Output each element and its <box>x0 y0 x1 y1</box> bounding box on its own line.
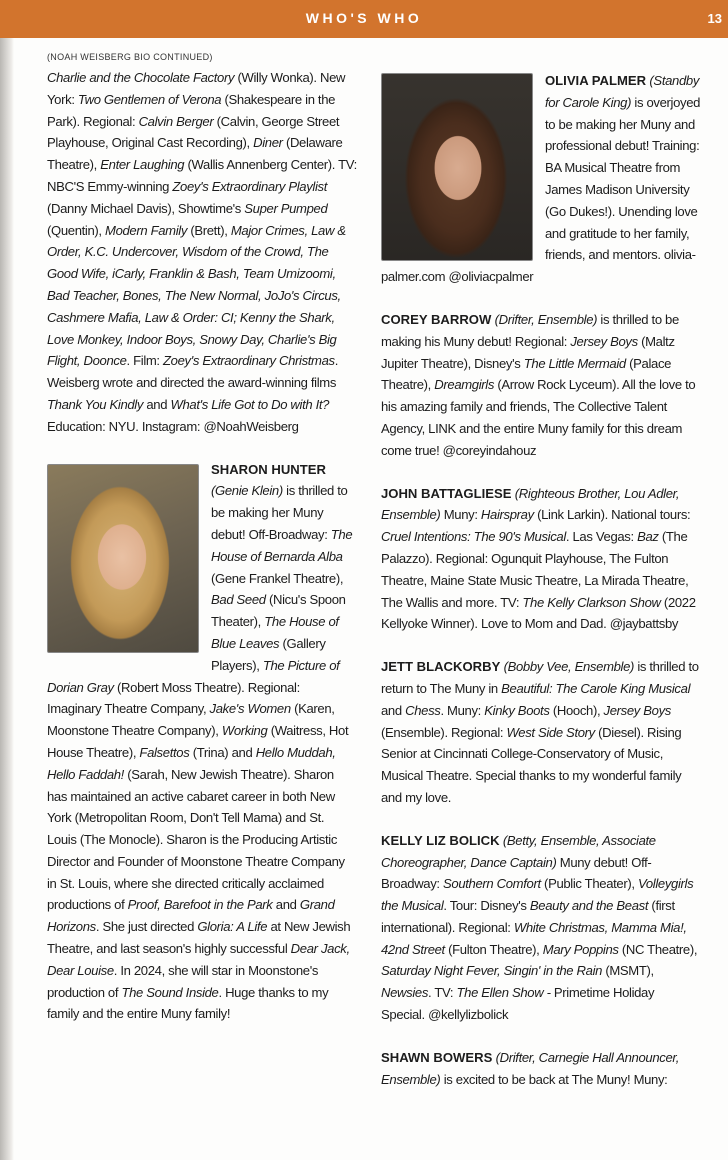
italic-title-text: The Ellen Show - <box>456 985 554 1001</box>
bio-text: (Karen, Moonstone Theatre Company), <box>47 701 335 739</box>
right-column <box>381 70 701 1090</box>
bio-text: (Willy Wonka). New York: <box>47 70 346 107</box>
bio-text: (Maltz Jupiter Theatre), Disney's <box>381 333 675 371</box>
italic-title-text: Volleygirls the Musical <box>381 876 694 914</box>
italic-title-text: Baz <box>637 529 659 545</box>
italic-title-text: Grand Horizons <box>47 897 335 935</box>
italic-title-text: Dear Jack, Dear Louise <box>47 941 350 978</box>
bio-text: . Muny: <box>440 702 485 718</box>
italic-title-text: (Drifter, Ensemble) <box>494 311 598 327</box>
italic-title-text: Charlie and the Chocolate Factory <box>47 70 235 85</box>
section-title: WHO'S WHO <box>305 10 423 26</box>
bio-shawn-bowers <box>381 1047 701 1091</box>
italic-title-text: The Sound Inside <box>121 984 219 1000</box>
italic-title-text: Major Crimes, Law & Order, K.C. Undercover, Wisdom of the Crowd, The Good Wife, iCarly, Franklin & Bash, Team Umizoomi, Bad Teacher, Bones, The New Normal, JoJo's Circus, Cashmere Mafia, Law & Order: CI; Kenny the Shark, Love Monkey, Indoor Boys, Snowy Day, Charlie's Big Flight, Doonce <box>47 222 346 369</box>
italic-title-text: Jersey Boys <box>603 702 671 718</box>
bio-text: (Brett), <box>187 222 231 238</box>
bio-text: and <box>381 702 406 718</box>
italic-title-text: Chess <box>405 702 441 718</box>
italic-title-text: Beauty and the Beast <box>529 898 649 914</box>
italic-title-text: Jersey Boys <box>570 333 638 349</box>
bio-text: (Gallery Players), <box>211 635 326 673</box>
italic-title-text: Newsies <box>381 985 429 1001</box>
italic-title-text: The House of Bernarda Alba <box>211 526 353 564</box>
bio-text: (Link Larkin). National tours: <box>533 507 691 523</box>
bio-text: (Arrow Rock Lyceum). All the love to his amazing family and friends, The Collective Talent Agency, LINK and the entire Muny family for this dream come true! @coreyindahouz <box>381 377 696 458</box>
bio-text: (Gene Frankel Theatre), <box>211 570 344 586</box>
bio-text: (Public Theater), <box>540 876 638 892</box>
bio-noah-weisberg <box>47 67 357 438</box>
bio-text: (Robert Moss Theatre). Regional: Imaginary Theatre Company, <box>47 679 300 717</box>
italic-title-text: West Side Story <box>506 724 595 740</box>
bio-corey-barrow <box>381 309 701 462</box>
bio-text: (Waitress, Hot House Theatre), <box>47 723 349 760</box>
italic-title-text: Zoey's Extraordinary Playlist <box>172 178 327 194</box>
italic-title-text: Thank You Kindly <box>47 396 144 412</box>
bio-jett-blackorby <box>381 656 701 809</box>
italic-title-text: (Betty, Ensemble, Associate Choreographer, Dance Captain) <box>381 832 656 870</box>
italic-title-text: Proof, Barefoot in the Park <box>127 897 273 913</box>
headshot-sharon-hunter <box>47 464 199 653</box>
bio-text: . In 2024, she will star in Moonstone's production of <box>47 962 319 1000</box>
bio-text: Education: NYU. Instagram: @NoahWeisberg <box>47 418 299 434</box>
bio-text: . TV: <box>428 985 457 1001</box>
bio-text: (2022 Kellyoke Winner). Love to Mom and Dad. @jaybattsby <box>381 594 696 632</box>
bio-text: and <box>143 396 171 412</box>
bio-text: Primetime Holiday Special. @kellylizbolick <box>381 985 655 1023</box>
italic-title-text: Dreamgirls <box>434 377 495 393</box>
italic-title-text: Southern Comfort <box>443 876 541 892</box>
italic-title-text: Super Pumped <box>244 200 328 216</box>
italic-title-text: Saturday Night Fever, Singin' in the Rain <box>381 963 603 979</box>
left-column <box>47 52 357 1025</box>
bio-text: and <box>272 897 300 913</box>
bio-text: Muny: <box>440 507 481 523</box>
italic-title-text: What's Life Got to Do with It? <box>170 396 330 412</box>
bio-text: (first international). Regional: <box>381 898 675 935</box>
italic-title-text: (Bobby Vee, Ensemble) <box>503 659 635 675</box>
bio-text: is overjoyed to be making her Muny and professional debut! Training: BA Musical Theatre from James Madison University (Go Dukes!). Unending love and gratitude to her family, friends, and mentors. olivia-palmer.com @oliviacpalmer <box>381 94 701 285</box>
italic-title-text: Mary Poppins <box>542 941 619 957</box>
italic-title-text: Hello Muddah, Hello Faddah! <box>47 744 336 782</box>
bio-text: (Shakespeare in the Park). Regional: <box>47 91 336 129</box>
bio-text: . Huge thanks to my family and the entire Muny family! <box>47 984 329 1022</box>
bio-entry-sharon-hunter <box>47 459 357 1026</box>
bio-name: KELLY LIZ BOLICK <box>381 832 500 848</box>
italic-title-text: (Righteous Brother, Lou Adler, Ensemble) <box>381 485 680 523</box>
italic-title-text: Hairspray <box>480 507 534 523</box>
italic-title-text: Falsettos <box>139 744 190 760</box>
italic-title-text: Modern Family <box>105 222 188 238</box>
bio-text: (The Palazzo). Regional: Ogunquit Playhouse, The Fulton Theatre, Maine State Music Theatre, La Mirada Theatre, The Wallis and more. TV: <box>381 529 689 610</box>
italic-title-text: Jake's Women <box>209 701 291 717</box>
italic-title-text: (Genie Klein) <box>211 483 283 499</box>
bio-john-battagliese <box>381 483 701 636</box>
bio-text: is thrilled to return to The Muny in <box>381 659 699 696</box>
italic-title-text: Enter Laughing <box>100 157 185 173</box>
page-gutter-shadow <box>0 38 14 1160</box>
bio-text: (Diesel). Rising Senior at Cincinnati College-Conservatory of Music, Musical Theatre. Special thanks to my wonderful family and my love. <box>381 724 682 805</box>
bio-text: (Ensemble). Regional: <box>381 724 507 740</box>
bio-name: COREY BARROW <box>381 311 492 327</box>
italic-title-text: (Standby for Carole King) <box>545 73 700 110</box>
section-header <box>0 0 728 38</box>
italic-title-text: The Kelly Clarkson Show <box>522 594 661 610</box>
bio-text: Muny debut! Off-Broadway: <box>381 854 652 892</box>
italic-title-text: The Picture of Dorian Gray <box>47 657 340 695</box>
italic-title-text: Calvin Berger <box>138 113 214 129</box>
bio-text: (Hooch), <box>549 702 604 718</box>
italic-title-text: Kinky Boots <box>484 702 550 718</box>
italic-title-text: The Little Mermaid <box>523 355 626 371</box>
bio-text: (NC Theatre), <box>618 941 698 957</box>
continuation-note: (NOAH WEISBERG BIO CONTINUED) <box>47 52 213 62</box>
bio-text: . Las Vegas: <box>565 529 638 545</box>
page-number: 13 <box>707 11 722 26</box>
italic-title-text: Cruel Intentions: The 90's Musical <box>381 529 566 545</box>
italic-title-text: (Drifter, Carnegie Hall Announcer, Ensemble) <box>381 1049 679 1087</box>
italic-title-text: Zoey's Extraordinary Christmas <box>163 353 335 369</box>
bio-text: is excited to be back at The Muny! Muny: <box>440 1071 668 1087</box>
bio-text: . Tour: Disney's <box>443 898 530 914</box>
bio-text: (Calvin, George Street Playhouse, Original Cast Recording), <box>47 113 340 151</box>
italic-title-text: Beautiful: The Carole King Musical <box>501 680 691 696</box>
italic-title-text: Gloria: A Life <box>197 919 268 935</box>
bio-text: (Palace Theatre), <box>381 355 672 393</box>
bio-name: SHAWN BOWERS <box>381 1049 493 1065</box>
bio-text: (Danny Michael Davis), Showtime's <box>47 200 245 216</box>
bio-text: . She just directed <box>95 919 198 935</box>
bio-name: JETT BLACKORBY <box>381 659 501 675</box>
bio-text: is thrilled to be making his Muny debut! Regional: <box>381 311 679 349</box>
bio-name: OLIVIA PALMER <box>545 73 647 88</box>
bio-text: (Fulton Theatre), <box>444 941 543 957</box>
bio-text: at New Jewish Theatre, and last season's highly successful <box>47 919 351 957</box>
italic-title-text: Diner <box>253 135 283 151</box>
bio-text: . Film: <box>126 353 164 369</box>
bio-text: (Trina) and <box>189 744 256 760</box>
italic-title-text: Bad Seed <box>211 592 266 608</box>
italic-title-text: White Christmas, Mamma Mia!, 42nd Street <box>381 919 687 957</box>
bio-text: (Nicu's Spoon Theater), <box>211 592 346 630</box>
bio-text: is thrilled to be making her Muny debut! Off-Broadway: <box>211 483 348 542</box>
bio-text: (Wallis Annenberg Center). TV: NBC'S Emmy-winning <box>47 157 357 194</box>
headshot-olivia-palmer <box>381 73 533 261</box>
italic-title-text: Working <box>221 723 268 739</box>
bio-text: (Quentin), <box>47 222 106 238</box>
bio-text: (MSMT), <box>602 963 654 979</box>
bio-name: SHARON HUNTER <box>211 461 326 477</box>
bio-name: JOHN BATTAGLIESE <box>381 485 512 501</box>
italic-title-text: The House of Blue Leaves <box>211 614 339 651</box>
bio-kelly-liz-bolick <box>381 830 701 1026</box>
bio-text: (Delaware Theatre), <box>47 135 343 173</box>
bio-entry-olivia-palmer <box>381 70 701 288</box>
bio-text: . Weisberg wrote and directed the award-winning films <box>47 353 339 391</box>
bio-text: (Sarah, New Jewish Theatre). Sharon has maintained an active cabaret career in both New York (Metropolitan Room, Don't Tell Mama) and St. Louis (The Monocle). Sharon is the Producing Artistic Director and Founder of Moonstone Theatre Company in St. Louis, where she directed critically acclaimed productions of <box>47 766 345 913</box>
italic-title-text: Two Gentlemen of Verona <box>77 91 222 107</box>
